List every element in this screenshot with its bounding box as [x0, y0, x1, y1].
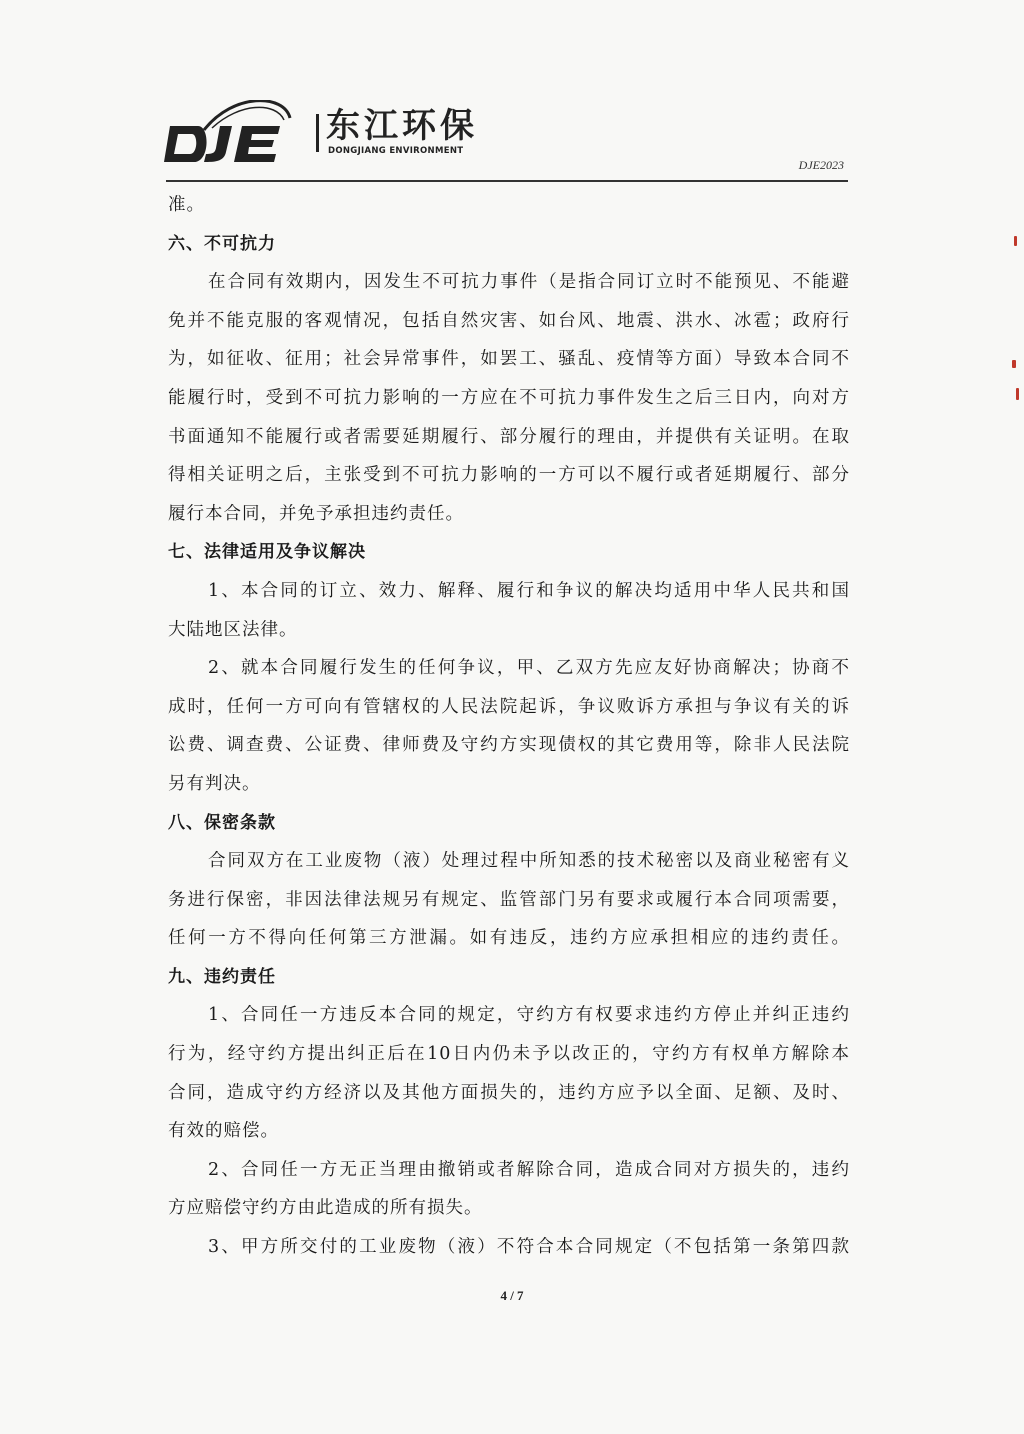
contract-body — [168, 186, 850, 1267]
section-heading: 九、违约责任 — [168, 966, 276, 987]
body-line: 能履行时，受到不可抗力影响的一方应在不可抗力事件发生之后三日内，向对方 — [168, 387, 850, 408]
dje-logo-icon — [164, 100, 304, 166]
body-line: 务进行保密，非因法律法规另有规定、监管部门另有要求或履行本合同项需要， — [168, 889, 850, 910]
scan-edge-mark — [1014, 236, 1017, 246]
body-line: 任何一方不得向任何第三方泄漏。如有违反，违约方应承担相应的违约责任。 — [168, 928, 850, 949]
body-line: 2、合同任一方无正当理由撤销或者解除合同，造成合同对方损失的，违约 — [208, 1159, 850, 1180]
body-line: 为，如征收、征用；社会异常事件，如罢工、骚乱、疫情等方面）导致本合同不 — [168, 349, 850, 370]
body-line: 得相关证明之后，主张受到不可抗力影响的一方可以不履行或者延期履行、部分 — [168, 465, 850, 486]
document-code: DJE2023 — [798, 158, 844, 172]
body-line: 合同双方在工业废物（液）处理过程中所知悉的技术秘密以及商业秘密有义 — [208, 851, 850, 872]
body-line: 1、合同任一方违反本合同的规定，守约方有权要求违约方停止并纠正违约 — [208, 1005, 850, 1026]
body-line: 准。 — [168, 195, 205, 215]
section-heading: 六、不可抗力 — [168, 233, 276, 254]
body-line: 免并不能克服的客观情况，包括自然灾害、如台风、地震、洪水、冰雹；政府行 — [168, 310, 850, 331]
body-line: 行为，经守约方提出纠正后在10日内仍未予以改正的，守约方有权单方解除本 — [168, 1044, 850, 1065]
letterhead — [164, 92, 848, 182]
body-line: 在合同有效期内，因发生不可抗力事件（是指合同订立时不能预见、不能避 — [208, 272, 850, 293]
body-line: 书面通知不能履行或者需要延期履行、部分履行的理由，并提供有关证明。在取 — [168, 426, 850, 447]
body-line: 2、就本合同履行发生的任何争议，甲、乙双方先应友好协商解决；协商不 — [208, 658, 850, 679]
body-line: 方应赔偿守约方由此造成的所有损失。 — [168, 1198, 483, 1219]
section-heading: 八、保密条款 — [168, 812, 276, 833]
body-line: 大陆地区法律。 — [168, 619, 298, 640]
body-line: 讼费、调查费、公证费、律师费及守约方实现债权的其它费用等，除非人民法院 — [168, 735, 850, 756]
header-rule — [166, 180, 848, 182]
body-line: 履行本合同，并免予承担违约责任。 — [168, 503, 464, 524]
body-line: 成时，任何一方可向有管辖权的人民法院起诉，争议败诉方承担与争议有关的诉 — [168, 696, 850, 717]
body-line: 有效的赔偿。 — [168, 1121, 279, 1142]
company-name-cn: 东江环保 — [326, 106, 478, 146]
section-heading: 七、法律适用及争议解决 — [168, 542, 366, 563]
company-name-en: DONGJIANG ENVIRONMENT — [328, 146, 464, 156]
scan-edge-mark — [1016, 388, 1019, 400]
body-line: 1、本合同的订立、效力、解释、履行和争议的解决均适用中华人民共和国 — [208, 580, 850, 601]
body-line: 合同，造成守约方经济以及其他方面损失的，违约方应予以全面、足额、及时、 — [168, 1082, 850, 1103]
logo-divider — [316, 114, 319, 152]
body-line: 另有判决。 — [168, 773, 261, 794]
page-number: 4 / 7 — [500, 1288, 524, 1303]
body-line: 3、甲方所交付的工业废物（液）不符合本合同规定（不包括第一条第四款 — [208, 1237, 850, 1258]
scan-edge-mark — [1012, 360, 1016, 368]
